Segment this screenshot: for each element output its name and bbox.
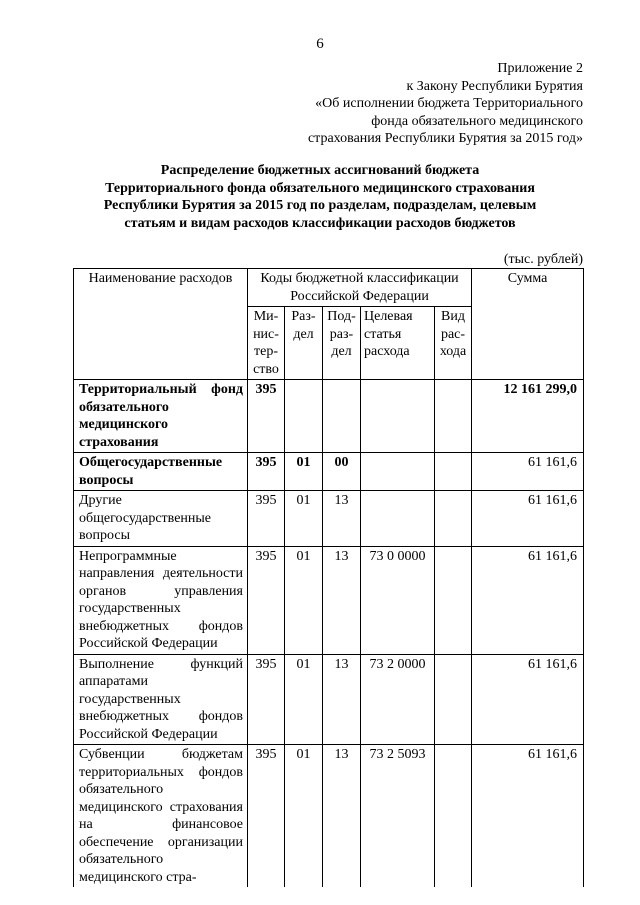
appendix-line: к Закону Республики Бурятия — [406, 78, 583, 94]
header-codes: Коды бюджетной классификации Российской Федерации — [248, 269, 472, 307]
row-name: Субвенции бюджетам территориальных фондов обязательного медицинского страхования на финансовое обеспечение организации обязательного медицинского стра- — [74, 745, 248, 888]
row-subsection: 00 — [323, 453, 361, 491]
appendix-line: «Об исполнении бюджета Территориального — [315, 96, 583, 111]
row-type — [435, 745, 472, 888]
row-type — [435, 546, 472, 654]
appendix-line: фонда обязательного медицинского — [371, 113, 583, 129]
row-ministry: 395 — [248, 745, 285, 888]
header-section: Раз- дел — [285, 307, 323, 380]
header-subsection: Под- раз- дел — [323, 307, 361, 380]
row-ministry: 395 — [248, 380, 285, 453]
row-name: Выполнение функций аппаратами государственных внебюджетных фондов Российской Федерации — [74, 654, 248, 745]
row-target — [361, 380, 435, 453]
row-name: Другие общегосударственные вопросы — [74, 491, 248, 547]
units-label: (тыс. рублей) — [503, 252, 583, 267]
header-ministry: Ми- нис- тер- ство — [248, 307, 285, 380]
header-type: Вид рас- хода — [435, 307, 472, 380]
document-title — [60, 162, 580, 232]
row-sum: 61 161,6 — [472, 453, 584, 491]
row-section: 01 — [285, 453, 323, 491]
row-subsection: 13 — [323, 654, 361, 745]
table-row — [74, 453, 584, 491]
row-subsection: 13 — [323, 546, 361, 654]
row-target — [361, 453, 435, 491]
row-name: Непрограммные направления деятельности органов управления государственных внебюджетных фондов Российской Федерации — [74, 546, 248, 654]
row-type — [435, 491, 472, 547]
header-row — [74, 269, 584, 307]
title-line: Республики Бурятия за 2015 год по разделам, подразделам, целевым — [103, 198, 537, 213]
row-target — [361, 491, 435, 547]
row-subsection — [323, 380, 361, 453]
row-subsection: 13 — [323, 491, 361, 547]
header-name: Наименование расходов — [74, 269, 248, 380]
title-line: Территориального фонда обязательного медицинского страхования — [105, 180, 535, 196]
row-subsection: 13 — [323, 745, 361, 888]
row-section: 01 — [285, 491, 323, 547]
appendix-line: страхования Республики Бурятия за 2015 год» — [307, 131, 583, 146]
appendix-line: Приложение 2 — [497, 61, 583, 76]
row-sum: 61 161,6 — [472, 745, 584, 888]
appendix-header — [308, 60, 583, 148]
row-target: 73 2 5093 — [361, 745, 435, 888]
table-row — [74, 491, 584, 547]
title-line: Распределение бюджетных ассигнований бюджета — [160, 163, 480, 178]
row-sum: 61 161,6 — [472, 654, 584, 745]
row-ministry: 395 — [248, 654, 285, 745]
row-section: 01 — [285, 745, 323, 888]
row-type — [435, 453, 472, 491]
row-name: Территориальный фонд обязательного медицинского страхования — [74, 380, 248, 453]
title-line: статьям и видам расходов классификации расходов бюджетов — [124, 215, 516, 231]
table-row — [74, 546, 584, 654]
row-sum: 12 161 299,0 — [472, 380, 584, 453]
budget-table — [73, 268, 584, 887]
row-section: 01 — [285, 654, 323, 745]
header-sum: Сумма — [472, 269, 584, 380]
row-sum: 61 161,6 — [472, 546, 584, 654]
row-section: 01 — [285, 546, 323, 654]
row-ministry: 395 — [248, 546, 285, 654]
table-row — [74, 654, 584, 745]
row-sum: 61 161,6 — [472, 491, 584, 547]
row-ministry: 395 — [248, 453, 285, 491]
row-type — [435, 654, 472, 745]
header-target: Целевая статья расхода — [361, 307, 435, 380]
row-type — [435, 380, 472, 453]
row-ministry: 395 — [248, 491, 285, 547]
table-row — [74, 380, 584, 453]
page-number: 6 — [316, 36, 324, 52]
row-section — [285, 380, 323, 453]
row-target: 73 0 0000 — [361, 546, 435, 654]
row-name: Общегосударственные вопросы — [74, 453, 248, 491]
table-row — [74, 745, 584, 888]
row-target: 73 2 0000 — [361, 654, 435, 745]
